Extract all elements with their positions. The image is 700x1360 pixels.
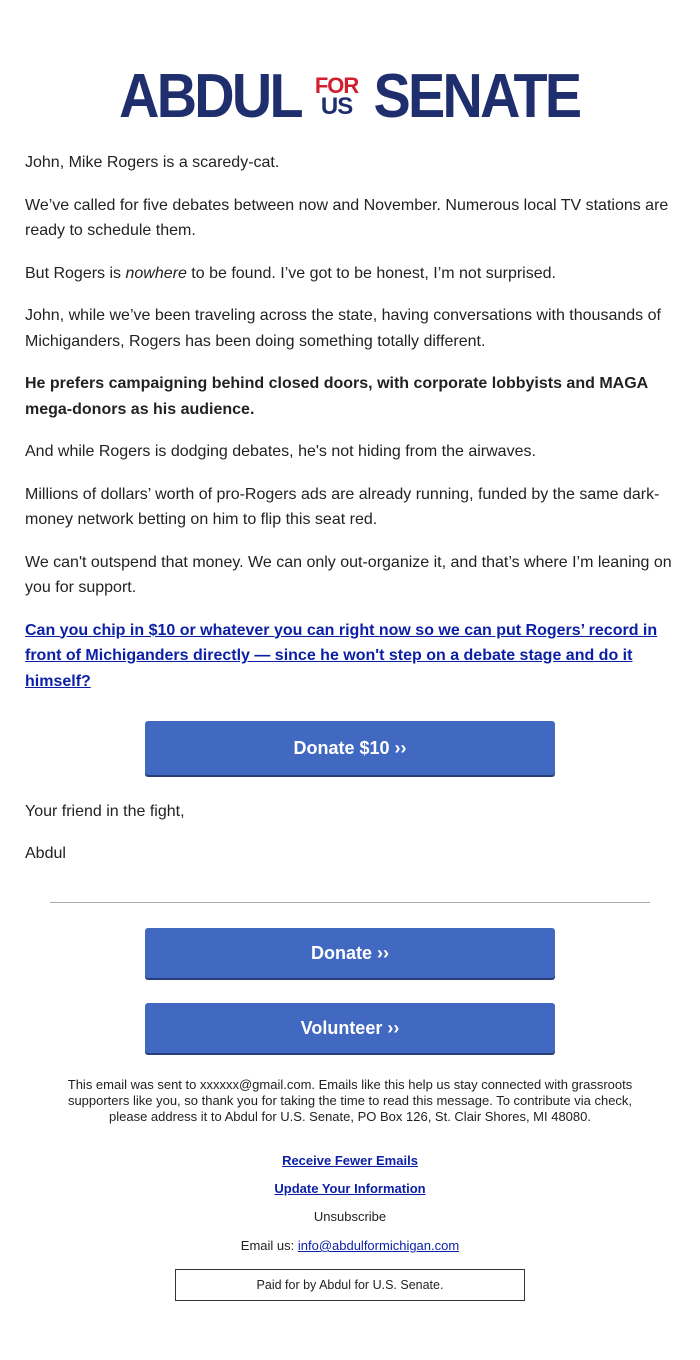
logo-senate: SENATE: [373, 62, 580, 131]
divider: [50, 902, 650, 903]
email-us-label: Email us:: [240, 1238, 298, 1253]
footer-fewer-emails: [0, 1153, 700, 1169]
paragraph-4: John, while we’ve been traveling across the state, having conversations with thousands of Michiganders, Rogers has been doing something totally different.: [25, 307, 661, 350]
volunteer-button[interactable]: Volunteer ››: [145, 1003, 555, 1053]
email-body: [25, 150, 680, 694]
footer-disclaimer: This email was sent to xxxxxx@gmail.com. Emails like this help us stay connected with grassroots supporters like you, so thank you for taking the time to read this message. To contribute via check, please address it to Abdul for U.S. Senate, PO Box 126, St. Clair Shores, MI 48080.: [67, 1077, 633, 1124]
logo-abdul: ABDUL: [118, 62, 301, 131]
unsubscribe-link[interactable]: Unsubscribe: [313, 1209, 387, 1224]
paragraph-8: We can't outspend that money. We can only out-organize it, and that’s where I’m leaning on you for support.: [25, 553, 672, 596]
paragraph-5-bold: He prefers campaigning behind closed doors, with corporate lobbyists and MAGA mega-donors as his audience.: [25, 375, 648, 418]
logo-for-us: [314, 73, 359, 120]
paragraph-6: And while Rogers is dodging debates, he's not hiding from the airwaves.: [25, 443, 536, 460]
footer-contact: [0, 1238, 700, 1254]
signoff-name: Abdul: [25, 845, 66, 862]
logo-for: FOR: [314, 73, 359, 98]
receive-fewer-emails-link[interactable]: Receive Fewer Emails: [282, 1153, 418, 1168]
paragraph-3-end: to be found. I’ve got to be honest, I’m not surprised.: [186, 264, 556, 282]
contact-email-link[interactable]: info@abdulformichigan.com: [297, 1238, 460, 1253]
footer-update-info: [0, 1181, 700, 1197]
donate-cta-link[interactable]: Can you chip in $10 or whatever you can right now so we can put Rogers’ record in front of Michiganders directly — since he won't step on a debate stage and do it himself?: [25, 621, 658, 690]
donate-10-button[interactable]: Donate $10 ››: [145, 721, 555, 775]
update-information-link[interactable]: Update Your Information: [274, 1181, 426, 1196]
logo-us: US: [320, 93, 353, 120]
campaign-logo: [0, 62, 700, 131]
paid-for-disclaimer: Paid for by Abdul for U.S. Senate.: [175, 1269, 525, 1301]
paragraph-7: Millions of dollars’ worth of pro-Rogers ads are already running, funded by the same dark-money network betting on him to flip this seat red.: [25, 485, 660, 528]
donate-button[interactable]: Donate ››: [145, 928, 555, 978]
paragraph-3-start: But Rogers is: [25, 264, 126, 282]
paragraph-2: We’ve called for five debates between now and November. Numerous local TV stations are ready to schedule them.: [25, 196, 669, 239]
paragraph-1: John, Mike Rogers is a scaredy-cat.: [25, 154, 280, 171]
paragraph-3-emphasis: nowhere: [125, 264, 187, 282]
paragraph-3: [25, 261, 680, 287]
signoff-line: Your friend in the fight,: [25, 803, 185, 820]
